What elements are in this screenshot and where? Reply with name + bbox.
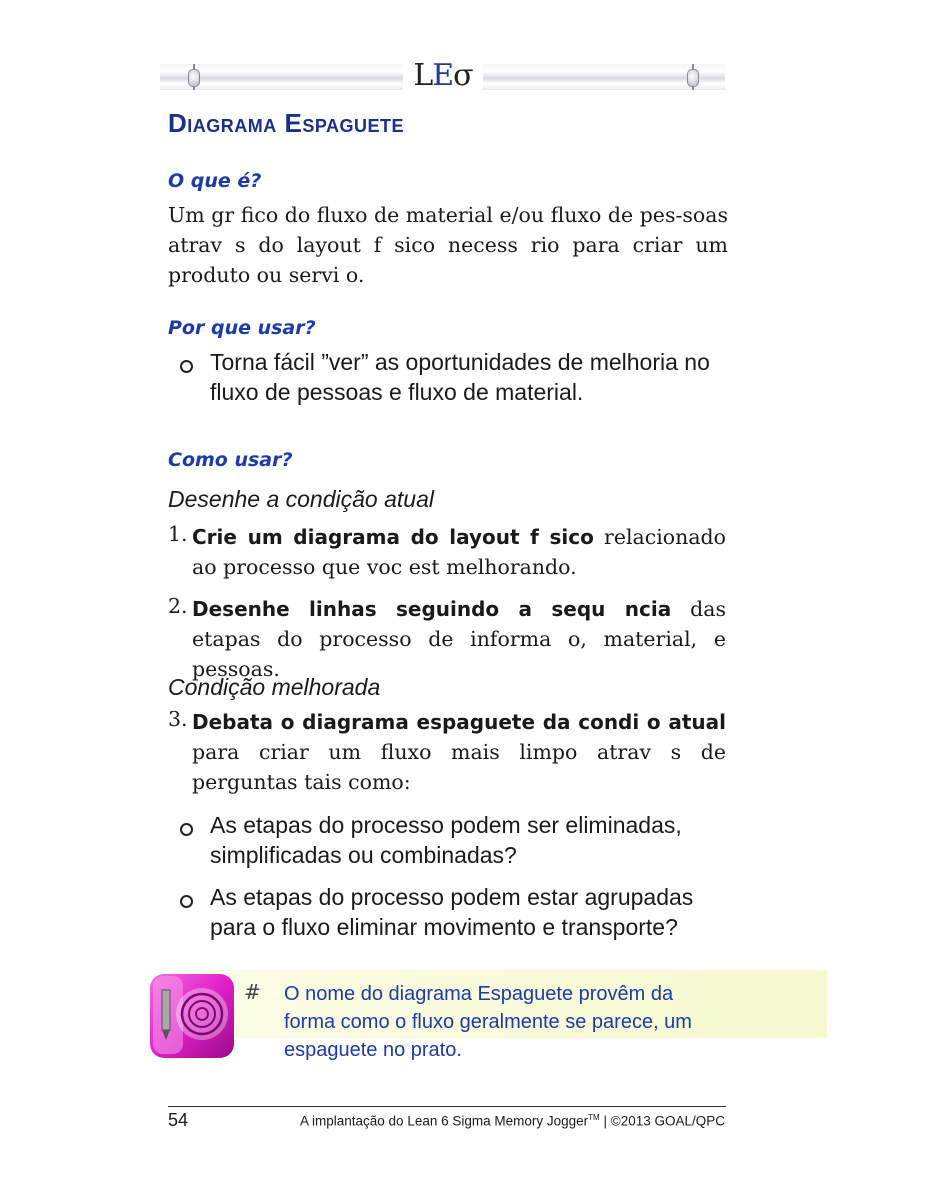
step-2-rest: das etapas do processo de informa o, material, e pessoas. <box>192 597 726 681</box>
step-1-text <box>192 522 726 582</box>
bullet-icon <box>180 360 193 373</box>
step-2-text <box>192 594 726 684</box>
section-text-what: Um gr fico do fluxo de material e/ou fluxo de pes-soas atrav s do layout f sico necess rio para criar um produto ou servi o. <box>168 203 728 287</box>
current-condition-heading: Desenhe a condição atual <box>168 486 434 512</box>
page-title: Diagrama Espaguete <box>168 108 405 138</box>
notepad-icon <box>148 970 236 1060</box>
bullet-why: Torna fácil ”ver” as oportunidades de melhoria no fluxo de pessoas e fluxo de material. <box>210 349 710 405</box>
bullet-how-1: As etapas do processo podem ser eliminadas, simplificadas ou combinadas? <box>210 812 682 868</box>
section-heading-why: Por que usar? <box>168 317 316 339</box>
bullet-icon <box>180 895 193 908</box>
step-3-bold: Debata o diagrama espaguete da condi o atual <box>192 710 726 734</box>
step-2-bold: Desenhe linhas seguindo a sequ ncia <box>192 597 672 621</box>
note-hash-icon: # <box>244 980 261 1004</box>
footer-credit: A implantação do Lean 6 Sigma Memory Jogger™ | ©2013 GOAL/QPC <box>300 1113 725 1129</box>
header-knob-left <box>188 69 200 87</box>
step-2-number: 2. <box>168 594 188 618</box>
step-3-number: 3. <box>168 707 188 731</box>
step-3-rest: para criar um fluxo mais limpo atrav s de perguntas tais como: <box>192 740 726 794</box>
note-text: O nome do diagrama Espaguete provêm da forma como o fluxo geralmente se parece, um espaguete no prato. <box>284 983 692 1061</box>
step-3-text <box>192 707 726 797</box>
section-heading-what: O que é? <box>168 170 262 192</box>
page-number: 54 <box>168 1110 189 1130</box>
step-1-bold: Crie um diagrama do layout f sico <box>192 525 594 549</box>
improved-condition-heading: Condição melhorada <box>168 674 381 700</box>
footer-rule <box>168 1106 726 1107</box>
step-1-number: 1. <box>168 522 188 546</box>
header-logo: LEσ <box>403 58 483 94</box>
bullet-icon <box>180 823 193 836</box>
bullet-how-2: As etapas do processo podem estar agrupadas para o fluxo eliminar movimento e transporte? <box>210 884 694 940</box>
header-knob-right <box>687 69 699 87</box>
section-heading-how: Como usar? <box>168 449 293 471</box>
step-1-rest: relacionado ao processo que voc est melhorando. <box>192 525 727 579</box>
